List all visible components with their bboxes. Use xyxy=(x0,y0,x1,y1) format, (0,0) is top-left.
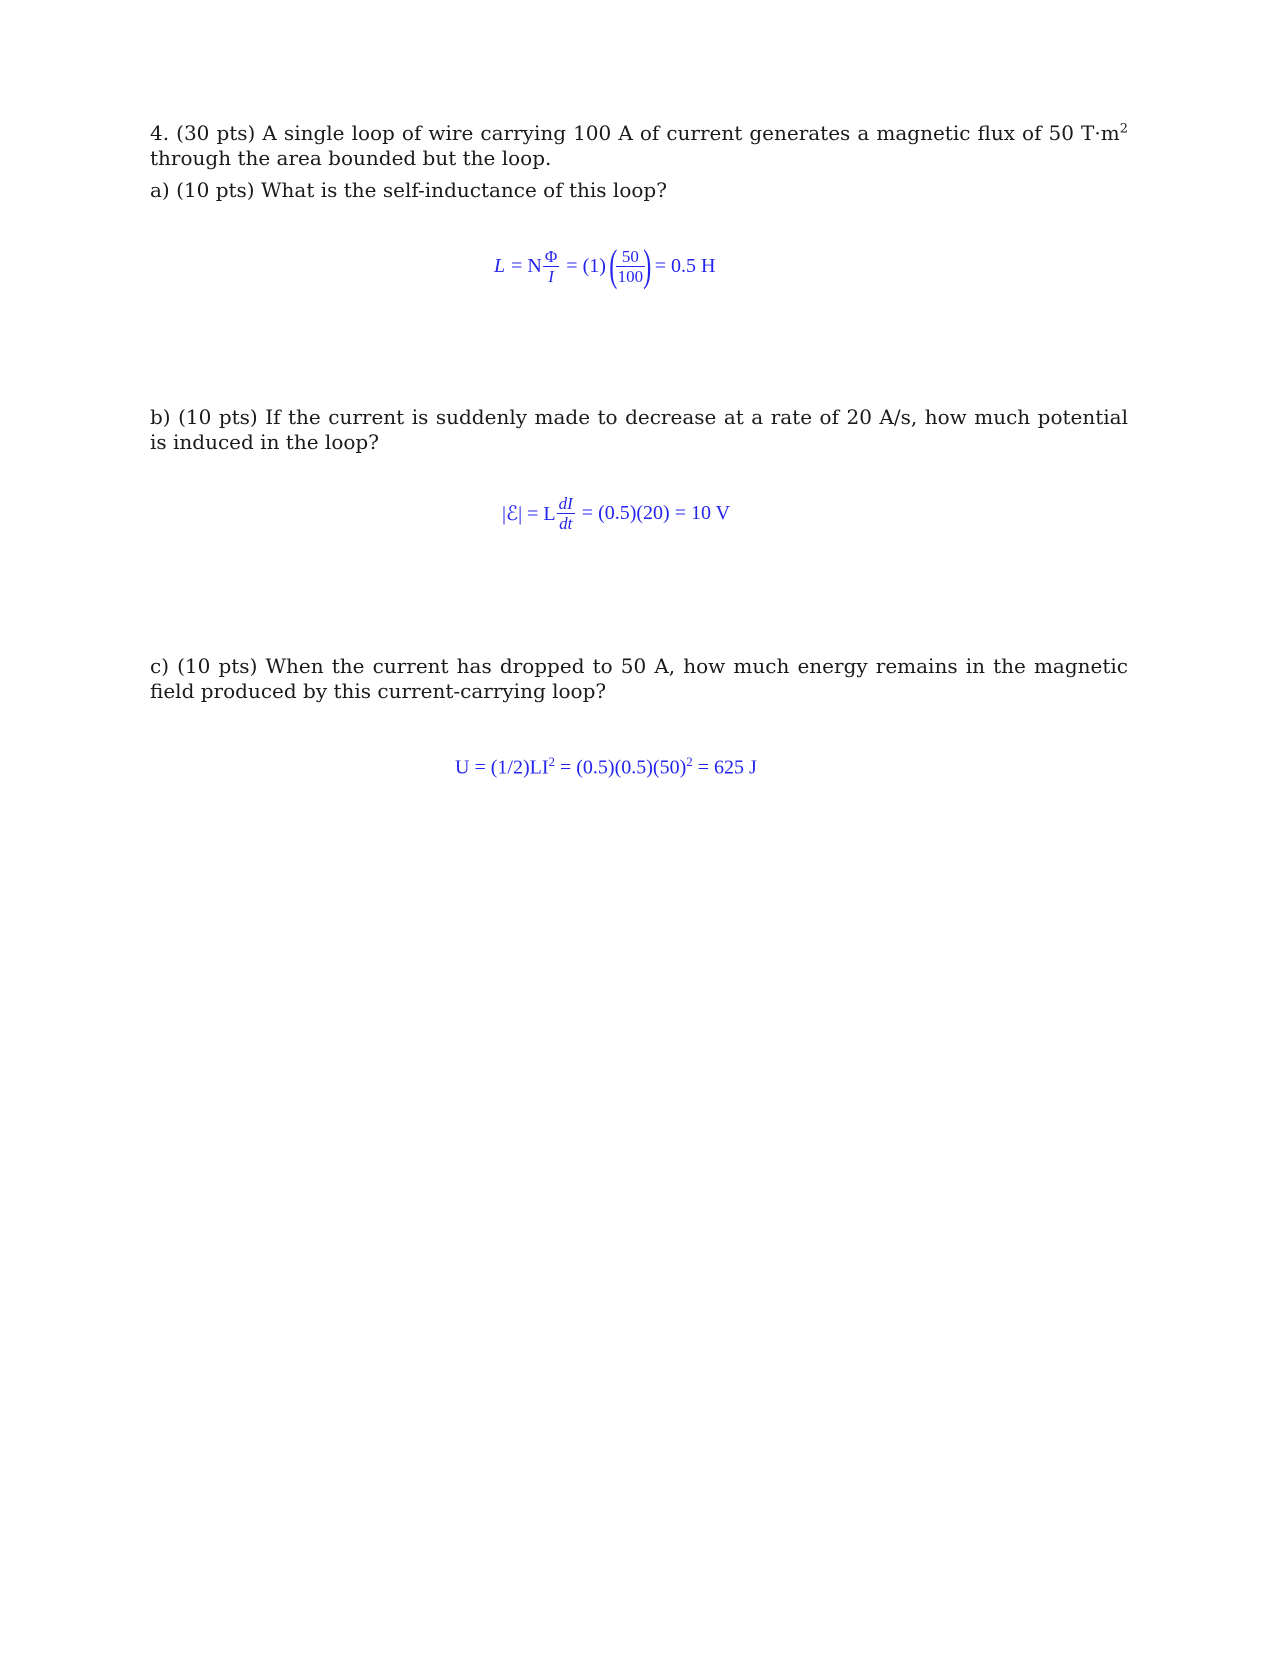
question-part-b: b) (10 pts) If the current is suddenly made to decrease at a rate of 20 A/s, how much potential is induced in the loop? xyxy=(150,405,1128,454)
fraction-numerator: dI xyxy=(558,494,573,513)
problem-statement xyxy=(150,121,1128,171)
solution-equation-b xyxy=(502,494,730,533)
solution-equation-c xyxy=(455,754,757,780)
eq-c-part1: U = (1/2)LI xyxy=(455,756,549,779)
eq-c-part2: = (0.5)(0.5)(50) xyxy=(554,756,687,779)
fraction-di-over-dt xyxy=(557,494,575,533)
right-paren: ) xyxy=(643,241,652,290)
problem-intro-text: 4. (30 pts) A single loop of wire carrying 100 A of current generates a magnetic flux of 50 T·m xyxy=(150,121,1120,145)
solution-equation-a xyxy=(494,241,716,290)
eq-a-equals-n: = N xyxy=(511,254,542,277)
question-part-a: a) (10 pts) What is the self-inductance of this loop? xyxy=(150,178,667,202)
problem-intro-continued: through the area bounded but the loop. xyxy=(150,146,552,170)
fraction-denominator: 100 xyxy=(617,266,644,286)
fraction-50-over-100 xyxy=(616,247,646,286)
fraction-phi-over-i xyxy=(543,247,559,286)
eq-c-exponent: 2 xyxy=(686,754,693,769)
eq-c-exponent: 2 xyxy=(548,754,555,769)
question-part-c: c) (10 pts) When the current has dropped to 50 A, how much energy remains in the magnetic field produced by this current-carrying loop? xyxy=(150,654,1128,703)
left-paren: ( xyxy=(609,241,618,290)
fraction-numerator: Φ xyxy=(544,246,558,266)
superscript: 2 xyxy=(1119,121,1128,137)
eq-a-result: = 0.5 H xyxy=(654,254,716,277)
eq-a-lhs: L xyxy=(494,254,506,277)
fraction-denominator: dt xyxy=(557,513,575,533)
fraction-numerator: 50 xyxy=(621,246,639,266)
eq-a-equals-one: = (1) xyxy=(566,254,606,277)
eq-c-result: = 625 J xyxy=(692,756,757,779)
eq-b-result: = (0.5)(20) = 10 V xyxy=(581,502,731,524)
fraction-denominator: I xyxy=(543,266,559,286)
eq-b-lhs: |ℰ| = L xyxy=(502,503,556,525)
